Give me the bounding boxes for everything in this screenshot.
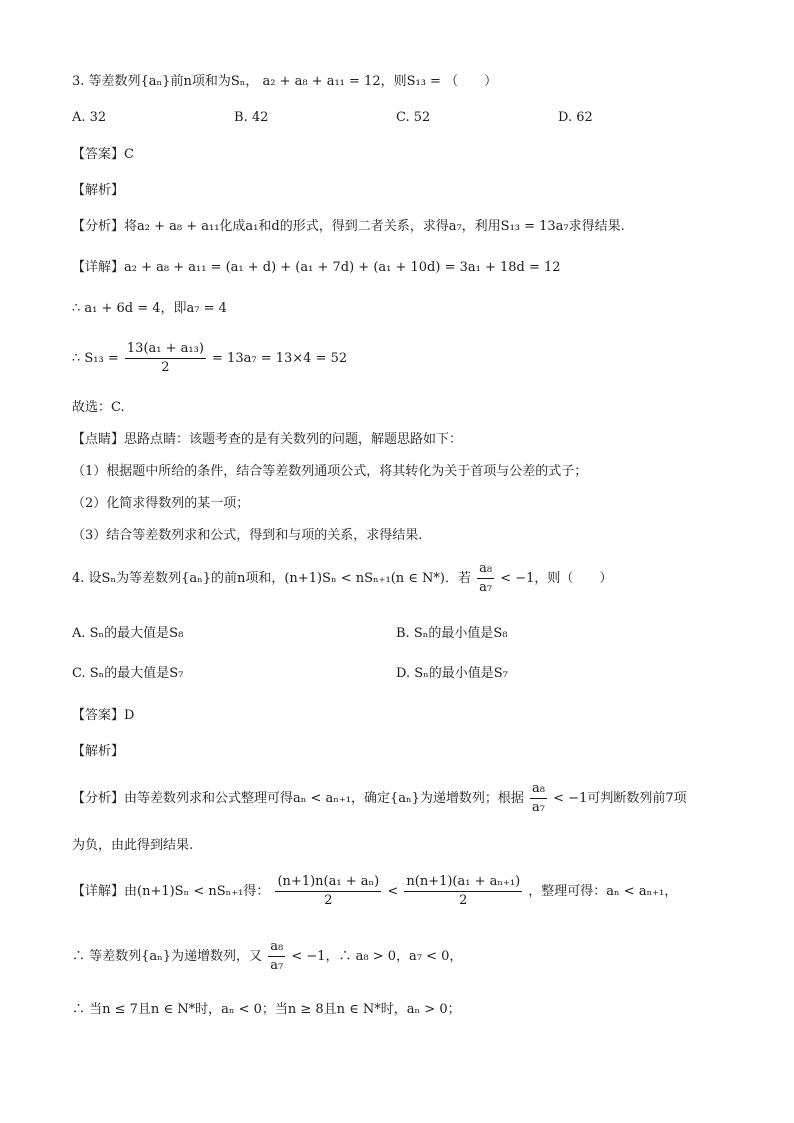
q4-step1-part-a: ∴ 等差数列{aₙ}为递增数列，又	[72, 949, 263, 964]
q4-option-c: C. Sₙ的最大值是S₇	[72, 666, 184, 681]
q3-step2-denominator: 2	[161, 360, 170, 375]
q4-xj-fraction-2	[404, 873, 522, 910]
q4-option-d: D. Sₙ的最小值是S₇	[396, 666, 508, 681]
q4-stem	[72, 560, 612, 598]
q4-fenxi-fraction	[530, 780, 547, 817]
q4-xj-part-b: ，整理可得：aₙ < aₙ₊₁，	[528, 884, 678, 899]
q4-analysis-label: 【解析】	[72, 744, 125, 759]
q3-point-2: （2）化简求得数列的某一项；	[72, 496, 250, 511]
q4-stem-fraction	[477, 560, 494, 597]
q4-stem-part-a: 4. 设Sₙ为等差数列{aₙ}的前n项和，(n+1)Sₙ < nSₙ₊₁(n ∈ N*)．若	[72, 571, 471, 586]
q4-fenxi-part-a: 【分析】由等差数列求和公式整理可得aₙ < aₙ₊₁，确定{aₙ}为递增数列；根据	[72, 791, 524, 806]
q4-xj-fraction-1-den: 2	[324, 893, 333, 908]
q3-choice: 故选：C.	[72, 400, 125, 415]
q4-xj-fraction-2-den: 2	[459, 893, 468, 908]
q4-stem-part-b: < −1，则（ ）	[500, 571, 613, 586]
q3-answer: 【答案】C	[72, 147, 134, 162]
q4-xiangjie	[72, 872, 677, 912]
q4-answer: 【答案】D	[72, 708, 135, 723]
q3-option-c: C. 52	[396, 110, 431, 125]
q3-dianjing: 【点睛】思路点睛：该题考查的是有关数列的问题，解题思路如下：	[72, 432, 463, 447]
q4-xj-fraction-2-num: n(n+1)(a₁ + aₙ₊₁)	[404, 873, 522, 892]
q4-fenxi-fraction-num: a₈	[530, 780, 547, 799]
q3-step2	[72, 340, 347, 378]
q4-step1-part-b: < −1，∴ a₈ > 0，a₇ < 0，	[291, 949, 463, 964]
q3-step2-suffix: = 13a₇ = 13×4 = 52	[212, 351, 348, 366]
q4-xj-part-a: 【详解】由(n+1)Sₙ < nSₙ₊₁得：	[72, 884, 270, 899]
q3-stem: 3. 等差数列{aₙ}前n项和为Sₙ， a₂ + a₈ + a₁₁ = 12，则S₁₃ = （ ）	[72, 74, 498, 89]
q4-xj-less-than: <	[387, 884, 399, 899]
q4-fenxi	[72, 780, 687, 818]
q4-step1-fraction-den: a₇	[270, 958, 284, 973]
q3-step2-prefix: ∴ S₁₃ =	[72, 351, 119, 366]
q3-point-3: （3）结合等差数列求和公式，得到和与项的关系，求得结果.	[72, 528, 423, 543]
q4-step1-fraction	[268, 938, 285, 975]
q3-option-a: A. 32	[72, 110, 107, 125]
q4-stem-fraction-den: a₇	[479, 580, 493, 595]
q3-fenxi: 【分析】将a₂ + a₈ + a₁₁化成a₁和d的形式，得到二者关系，求得a₇，利用S₁₃ = 13a₇求得结果.	[72, 219, 625, 234]
q4-stem-fraction-num: a₈	[477, 560, 494, 579]
q4-step2: ∴ 当n ≤ 7且n ∈ N*时，aₙ < 0；当n ≥ 8且n ∈ N*时，aₙ > 0；	[72, 1002, 461, 1017]
q3-option-d: D. 62	[558, 110, 593, 125]
q4-option-a: A. Sₙ的最大值是S₈	[72, 626, 184, 641]
q3-point-1: （1）根据题中所给的条件，结合等差数列通项公式，将其转化为关于首项与公差的式子；	[72, 464, 588, 479]
q3-step1: ∴ a₁ + 6d = 4，即a₇ = 4	[72, 301, 227, 316]
q4-option-b: B. Sₙ的最小值是S₈	[396, 626, 508, 641]
q4-xj-fraction-1-num: (n+1)n(a₁ + aₙ)	[275, 873, 381, 892]
q3-step2-fraction	[125, 340, 206, 377]
q4-step1	[72, 938, 462, 976]
q4-fenxi-part-b: < −1可判断数列前7项	[553, 791, 687, 806]
q4-fenxi-cont: 为负，由此得到结果.	[72, 838, 194, 853]
q4-fenxi-fraction-den: a₇	[532, 800, 546, 815]
q4-step1-fraction-num: a₈	[268, 938, 285, 957]
q3-analysis-label: 【解析】	[72, 183, 125, 198]
q3-xiangjie: 【详解】a₂ + a₈ + a₁₁ = (a₁ + d) + (a₁ + 7d) + (a₁ + 10d) = 3a₁ + 18d = 12	[72, 260, 561, 275]
q3-step2-numerator: 13(a₁ + a₁₃)	[125, 340, 206, 359]
q3-option-b: B. 42	[234, 110, 269, 125]
q4-xj-fraction-1	[275, 873, 381, 910]
